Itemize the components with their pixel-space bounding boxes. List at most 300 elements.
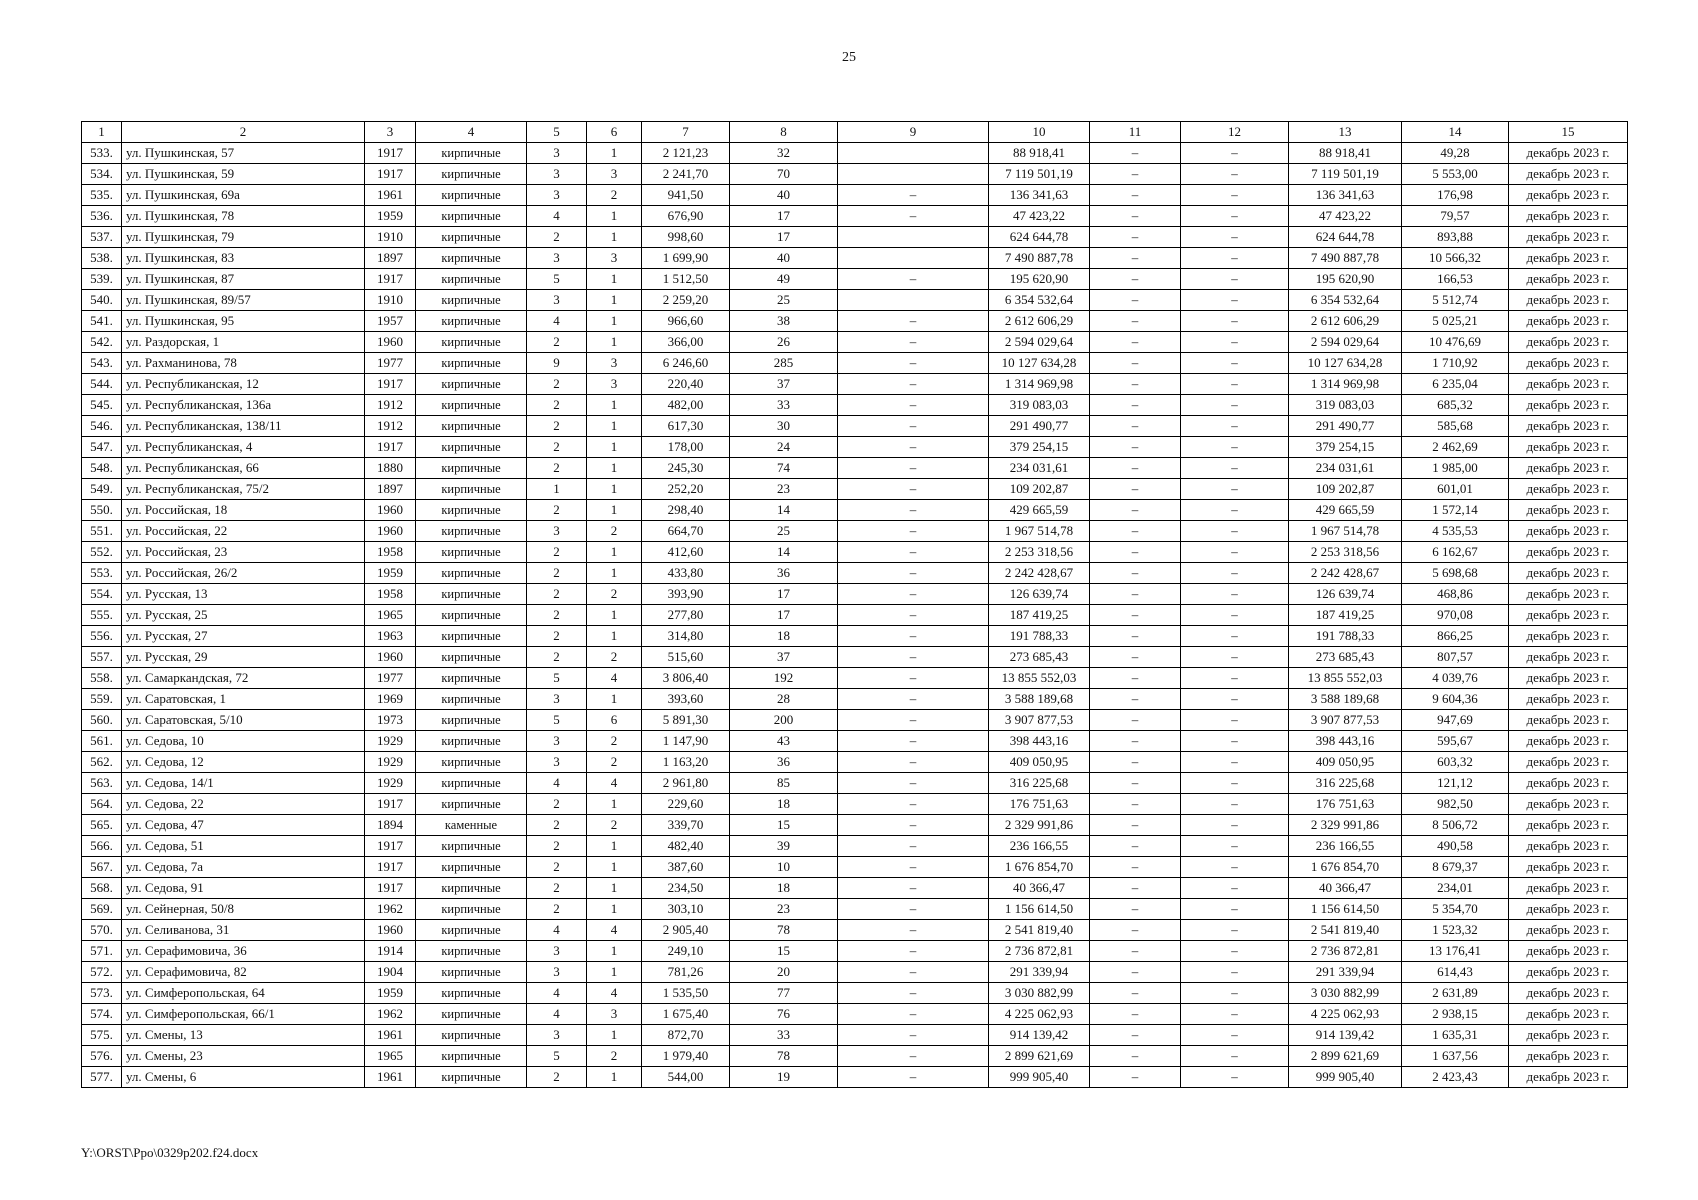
table-cell: – [838, 206, 989, 227]
table-cell: 1917 [365, 374, 416, 395]
table-cell: 273 685,43 [989, 647, 1090, 668]
table-cell [838, 248, 989, 269]
table-cell: 1957 [365, 311, 416, 332]
table-cell: – [1181, 1046, 1289, 1067]
table-cell: – [1181, 794, 1289, 815]
table-cell: – [838, 458, 989, 479]
table-cell: 303,10 [642, 899, 730, 920]
table-cell: кирпичные [416, 647, 527, 668]
table-cell: 6 235,04 [1402, 374, 1509, 395]
table-cell: 2 121,23 [642, 143, 730, 164]
table-cell: ул. Республиканская, 138/11 [122, 416, 365, 437]
table-cell: – [1090, 416, 1181, 437]
table-cell: кирпичные [416, 206, 527, 227]
table-cell: декабрь 2023 г. [1509, 710, 1628, 731]
table-cell: кирпичные [416, 941, 527, 962]
table-cell: 192 [730, 668, 838, 689]
table-cell: ул. Пушкинская, 95 [122, 311, 365, 332]
table-cell: 543. [82, 353, 122, 374]
table-cell: ул. Республиканская, 136а [122, 395, 365, 416]
table-cell: 1 985,00 [1402, 458, 1509, 479]
table-cell: 2 612 606,29 [989, 311, 1090, 332]
table-cell: 3 806,40 [642, 668, 730, 689]
table-cell: – [1181, 1067, 1289, 1088]
table-cell: – [1090, 563, 1181, 584]
table-cell: 17 [730, 584, 838, 605]
table-cell: 807,57 [1402, 647, 1509, 668]
table-cell: 2 [527, 815, 587, 836]
table-cell: 566. [82, 836, 122, 857]
table-cell: 2 938,15 [1402, 1004, 1509, 1025]
table-cell: 10 127 634,28 [989, 353, 1090, 374]
table-cell: кирпичные [416, 1067, 527, 1088]
table-cell: 559. [82, 689, 122, 710]
table-cell: – [1090, 983, 1181, 1004]
table-row [82, 1004, 1628, 1025]
table-cell: декабрь 2023 г. [1509, 731, 1628, 752]
table-cell: 14 [730, 542, 838, 563]
table-cell: – [838, 332, 989, 353]
page-number: 25 [842, 50, 856, 65]
table-cell: кирпичные [416, 836, 527, 857]
table-cell: 533. [82, 143, 122, 164]
table-cell: 1 [587, 794, 642, 815]
table-cell: 229,60 [642, 794, 730, 815]
table-cell: ул. Пушкинская, 87 [122, 269, 365, 290]
table-cell: – [1090, 962, 1181, 983]
table-cell: 121,12 [1402, 773, 1509, 794]
table-cell: 1 [587, 143, 642, 164]
table-cell: 546. [82, 416, 122, 437]
table-cell: 555. [82, 605, 122, 626]
table-cell: 291 339,94 [1289, 962, 1402, 983]
table-cell: 573. [82, 983, 122, 1004]
table-cell: 18 [730, 878, 838, 899]
table-cell: декабрь 2023 г. [1509, 248, 1628, 269]
table-row [82, 689, 1628, 710]
table-cell: 872,70 [642, 1025, 730, 1046]
table-cell: – [1181, 983, 1289, 1004]
table-cell: ул. Пушкинская, 83 [122, 248, 365, 269]
table-cell: декабрь 2023 г. [1509, 164, 1628, 185]
table-cell: 2 [527, 332, 587, 353]
table-cell [838, 290, 989, 311]
table-cell: ул. Седова, 10 [122, 731, 365, 752]
table-cell: 564. [82, 794, 122, 815]
table-cell: 1897 [365, 479, 416, 500]
table-cell: 1 710,92 [1402, 353, 1509, 374]
table-row [82, 773, 1628, 794]
table-cell: декабрь 2023 г. [1509, 542, 1628, 563]
table-cell: – [1090, 794, 1181, 815]
table-cell: 3 030 882,99 [989, 983, 1090, 1004]
table-cell: 17 [730, 605, 838, 626]
table-cell: 2 242 428,67 [989, 563, 1090, 584]
table-cell: декабрь 2023 г. [1509, 752, 1628, 773]
table-cell: кирпичные [416, 185, 527, 206]
table-cell: декабрь 2023 г. [1509, 878, 1628, 899]
table-row [82, 500, 1628, 521]
table-row [82, 836, 1628, 857]
table-cell: 2 253 318,56 [1289, 542, 1402, 563]
table-cell: 3 030 882,99 [1289, 983, 1402, 1004]
table-cell: 13 176,41 [1402, 941, 1509, 962]
table-cell: – [1090, 206, 1181, 227]
table-cell: – [1090, 164, 1181, 185]
table-cell: 2 [527, 1067, 587, 1088]
table-cell: 6 354 532,64 [1289, 290, 1402, 311]
table-cell: 2 [587, 1046, 642, 1067]
table-cell: 43 [730, 731, 838, 752]
table-cell: декабрь 2023 г. [1509, 227, 1628, 248]
table-cell: – [838, 647, 989, 668]
table-cell: кирпичные [416, 500, 527, 521]
table-cell: 1917 [365, 878, 416, 899]
table-cell: 1 156 614,50 [989, 899, 1090, 920]
table-cell: 562. [82, 752, 122, 773]
table-row [82, 1025, 1628, 1046]
table-cell: 2 631,89 [1402, 983, 1509, 1004]
table-cell: – [838, 710, 989, 731]
table-cell: – [838, 773, 989, 794]
table-cell: 298,40 [642, 500, 730, 521]
table-cell: – [838, 1046, 989, 1067]
table-cell: кирпичные [416, 521, 527, 542]
table-cell: 176 751,63 [1289, 794, 1402, 815]
table-cell: 2 [527, 899, 587, 920]
table-row [82, 164, 1628, 185]
table-cell: ул. Седова, 7а [122, 857, 365, 878]
table-cell: кирпичные [416, 416, 527, 437]
table-cell: декабрь 2023 г. [1509, 479, 1628, 500]
table-cell: 676,90 [642, 206, 730, 227]
table-cell: – [1181, 815, 1289, 836]
table-cell: – [1090, 878, 1181, 899]
table-cell: 1910 [365, 290, 416, 311]
table-cell: – [1181, 962, 1289, 983]
table-cell: – [1090, 1004, 1181, 1025]
table-cell: 166,53 [1402, 269, 1509, 290]
table-cell: 13 855 552,03 [989, 668, 1090, 689]
table-cell: 548. [82, 458, 122, 479]
table-cell: 550. [82, 500, 122, 521]
table-cell: – [1181, 899, 1289, 920]
table-cell: 572. [82, 962, 122, 983]
table-cell: 567. [82, 857, 122, 878]
table-row [82, 941, 1628, 962]
table-cell: кирпичные [416, 605, 527, 626]
table-cell: 570. [82, 920, 122, 941]
table-cell: 4 535,53 [1402, 521, 1509, 542]
column-header: 13 [1289, 122, 1402, 143]
table-cell: 664,70 [642, 521, 730, 542]
table-cell: декабрь 2023 г. [1509, 1046, 1628, 1067]
table-cell: декабрь 2023 г. [1509, 773, 1628, 794]
table-cell: 482,00 [642, 395, 730, 416]
table-cell: 2 [527, 395, 587, 416]
table-cell: 577. [82, 1067, 122, 1088]
table-cell: – [1090, 836, 1181, 857]
table-cell: 1 [587, 626, 642, 647]
table-cell: 10 [730, 857, 838, 878]
table-row [82, 458, 1628, 479]
table-cell: 1917 [365, 836, 416, 857]
table-cell: 1 512,50 [642, 269, 730, 290]
table-cell: кирпичные [416, 857, 527, 878]
table-cell: кирпичные [416, 353, 527, 374]
table-cell: 1929 [365, 752, 416, 773]
table-row [82, 332, 1628, 353]
table-cell: – [838, 374, 989, 395]
table-cell: – [1090, 248, 1181, 269]
table-cell: 429 665,59 [989, 500, 1090, 521]
table-row [82, 248, 1628, 269]
table-cell: 8 506,72 [1402, 815, 1509, 836]
table-cell: кирпичные [416, 626, 527, 647]
table-cell: 1 [587, 689, 642, 710]
table-cell: 15 [730, 815, 838, 836]
table-row [82, 1046, 1628, 1067]
table-cell: 187 419,25 [989, 605, 1090, 626]
table-cell: 2 [527, 647, 587, 668]
table-cell: – [1181, 1004, 1289, 1025]
table-cell: декабрь 2023 г. [1509, 521, 1628, 542]
table-cell: 6 246,60 [642, 353, 730, 374]
table-cell: – [1090, 668, 1181, 689]
table-cell: 38 [730, 311, 838, 332]
table-cell: декабрь 2023 г. [1509, 836, 1628, 857]
table-cell: 36 [730, 563, 838, 584]
table-cell: – [838, 311, 989, 332]
table-cell: 3 [527, 521, 587, 542]
table-cell: 2 594 029,64 [1289, 332, 1402, 353]
table-cell: 15 [730, 941, 838, 962]
table-cell: 558. [82, 668, 122, 689]
table-cell: 249,10 [642, 941, 730, 962]
table-cell: декабрь 2023 г. [1509, 185, 1628, 206]
table-cell: 7 119 501,19 [989, 164, 1090, 185]
table-cell: 563. [82, 773, 122, 794]
table-cell: 2 541 819,40 [1289, 920, 1402, 941]
table-cell: 601,01 [1402, 479, 1509, 500]
table-row [82, 605, 1628, 626]
table-cell: – [838, 395, 989, 416]
table-cell: – [1090, 920, 1181, 941]
table-cell: 2 [527, 500, 587, 521]
table-cell: ул. Седова, 91 [122, 878, 365, 899]
table-cell: кирпичные [416, 269, 527, 290]
table-cell: 982,50 [1402, 794, 1509, 815]
table-cell: 398 443,16 [989, 731, 1090, 752]
table-cell: 1965 [365, 1046, 416, 1067]
table-cell: 3 [587, 374, 642, 395]
table-cell: – [1090, 458, 1181, 479]
table-cell: 941,50 [642, 185, 730, 206]
table-cell: – [838, 269, 989, 290]
table-cell: 2 [527, 458, 587, 479]
table-cell: – [1090, 815, 1181, 836]
table-cell: ул. Смены, 6 [122, 1067, 365, 1088]
table-cell: 482,40 [642, 836, 730, 857]
table-cell: 9 604,36 [1402, 689, 1509, 710]
table-cell: декабрь 2023 г. [1509, 458, 1628, 479]
table-cell: 429 665,59 [1289, 500, 1402, 521]
table-cell: – [838, 563, 989, 584]
table-cell: 10 476,69 [1402, 332, 1509, 353]
table-cell: 1910 [365, 227, 416, 248]
table-cell: 33 [730, 395, 838, 416]
table-cell: 4 225 062,93 [989, 1004, 1090, 1025]
table-cell: 2 [587, 731, 642, 752]
table-cell: – [838, 542, 989, 563]
table-cell: 319 083,03 [989, 395, 1090, 416]
table-cell: 1 [587, 836, 642, 857]
table-cell: 77 [730, 983, 838, 1004]
table-cell: ул. Республиканская, 12 [122, 374, 365, 395]
table-cell: – [1090, 941, 1181, 962]
table-cell: 1894 [365, 815, 416, 836]
table-cell: – [838, 185, 989, 206]
table-cell: – [1181, 563, 1289, 584]
table-row [82, 626, 1628, 647]
table-row [82, 962, 1628, 983]
column-header: 5 [527, 122, 587, 143]
table-cell: кирпичные [416, 143, 527, 164]
table-body [82, 143, 1628, 1088]
table-cell: 393,60 [642, 689, 730, 710]
table-cell: 576. [82, 1046, 122, 1067]
table-cell: 88 918,41 [1289, 143, 1402, 164]
table-cell: 490,58 [1402, 836, 1509, 857]
table-cell: декабрь 2023 г. [1509, 500, 1628, 521]
table-cell: – [1181, 227, 1289, 248]
table-cell: – [1181, 479, 1289, 500]
table-cell: 5 [527, 269, 587, 290]
table-cell: – [1181, 668, 1289, 689]
table-cell: ул. Пушкинская, 89/57 [122, 290, 365, 311]
table-cell: 4 [527, 206, 587, 227]
table-cell: декабрь 2023 г. [1509, 983, 1628, 1004]
table-cell: кирпичные [416, 437, 527, 458]
table-cell: 914 139,42 [1289, 1025, 1402, 1046]
table-cell: декабрь 2023 г. [1509, 206, 1628, 227]
table-cell: ул. Седова, 47 [122, 815, 365, 836]
table-cell: 2 [527, 437, 587, 458]
table-cell: 3 [527, 962, 587, 983]
table-cell: – [1090, 479, 1181, 500]
table-cell: 252,20 [642, 479, 730, 500]
table-cell: 20 [730, 962, 838, 983]
table-cell: декабрь 2023 г. [1509, 1067, 1628, 1088]
table-row [82, 395, 1628, 416]
table-cell: кирпичные [416, 542, 527, 563]
table-cell: 2 736 872,81 [989, 941, 1090, 962]
table-cell: 18 [730, 794, 838, 815]
table-cell: – [1090, 1025, 1181, 1046]
table-cell: 1 699,90 [642, 248, 730, 269]
table-cell: 3 [587, 353, 642, 374]
table-cell: – [1090, 143, 1181, 164]
table-row [82, 521, 1628, 542]
table-cell: – [1181, 857, 1289, 878]
table-row [82, 416, 1628, 437]
table-cell: 1959 [365, 563, 416, 584]
table-cell: 5 553,00 [1402, 164, 1509, 185]
table-cell: – [838, 731, 989, 752]
table-cell: 79,57 [1402, 206, 1509, 227]
table-cell: 4 [587, 920, 642, 941]
column-header: 10 [989, 122, 1090, 143]
table-cell: 468,86 [1402, 584, 1509, 605]
table-cell: 1 [587, 227, 642, 248]
table-cell: ул. Серафимовича, 82 [122, 962, 365, 983]
table-cell: 1960 [365, 521, 416, 542]
table-row [82, 878, 1628, 899]
table-cell: ул. Российская, 18 [122, 500, 365, 521]
table-cell: 893,88 [1402, 227, 1509, 248]
table-cell: – [1090, 710, 1181, 731]
table-cell: 560. [82, 710, 122, 731]
table-cell: 542. [82, 332, 122, 353]
table-cell: 1917 [365, 164, 416, 185]
table-cell: 40 366,47 [989, 878, 1090, 899]
table-cell: 1 [587, 500, 642, 521]
table-cell: 3 [527, 290, 587, 311]
table-row [82, 983, 1628, 1004]
table-cell: ул. Смены, 23 [122, 1046, 365, 1067]
table-cell: – [1090, 332, 1181, 353]
table-cell: 234 031,61 [989, 458, 1090, 479]
table-cell: 74 [730, 458, 838, 479]
table-cell: ул. Русская, 29 [122, 647, 365, 668]
table-cell: декабрь 2023 г. [1509, 416, 1628, 437]
table-row [82, 311, 1628, 332]
table-cell: 6 354 532,64 [989, 290, 1090, 311]
table-cell: 1 572,14 [1402, 500, 1509, 521]
table-cell: декабрь 2023 г. [1509, 395, 1628, 416]
table-cell: декабрь 2023 г. [1509, 605, 1628, 626]
table-cell: 236 166,55 [1289, 836, 1402, 857]
table-cell: 3 [527, 185, 587, 206]
table-cell: кирпичные [416, 1046, 527, 1067]
table-cell: 4 [587, 668, 642, 689]
table-cell: 409 050,95 [989, 752, 1090, 773]
table-row [82, 206, 1628, 227]
table-cell: 1977 [365, 353, 416, 374]
table-cell: 2 [587, 647, 642, 668]
table-cell: 1 [587, 962, 642, 983]
table-cell: 36 [730, 752, 838, 773]
table-cell: 966,60 [642, 311, 730, 332]
table-cell: 1 [587, 542, 642, 563]
table-cell: 4 [527, 773, 587, 794]
table-cell: 1960 [365, 647, 416, 668]
table-cell: 614,43 [1402, 962, 1509, 983]
table-cell: 195 620,90 [1289, 269, 1402, 290]
table-cell: 1959 [365, 983, 416, 1004]
table-cell: кирпичные [416, 164, 527, 185]
table-cell: 574. [82, 1004, 122, 1025]
table-cell: – [1090, 185, 1181, 206]
table-cell: 4 [527, 1004, 587, 1025]
table-cell: кирпичные [416, 584, 527, 605]
table-cell: кирпичные [416, 710, 527, 731]
table-cell: – [1181, 500, 1289, 521]
table-cell: 544. [82, 374, 122, 395]
table-cell: – [1090, 311, 1181, 332]
table-cell: 366,00 [642, 332, 730, 353]
table-row [82, 353, 1628, 374]
